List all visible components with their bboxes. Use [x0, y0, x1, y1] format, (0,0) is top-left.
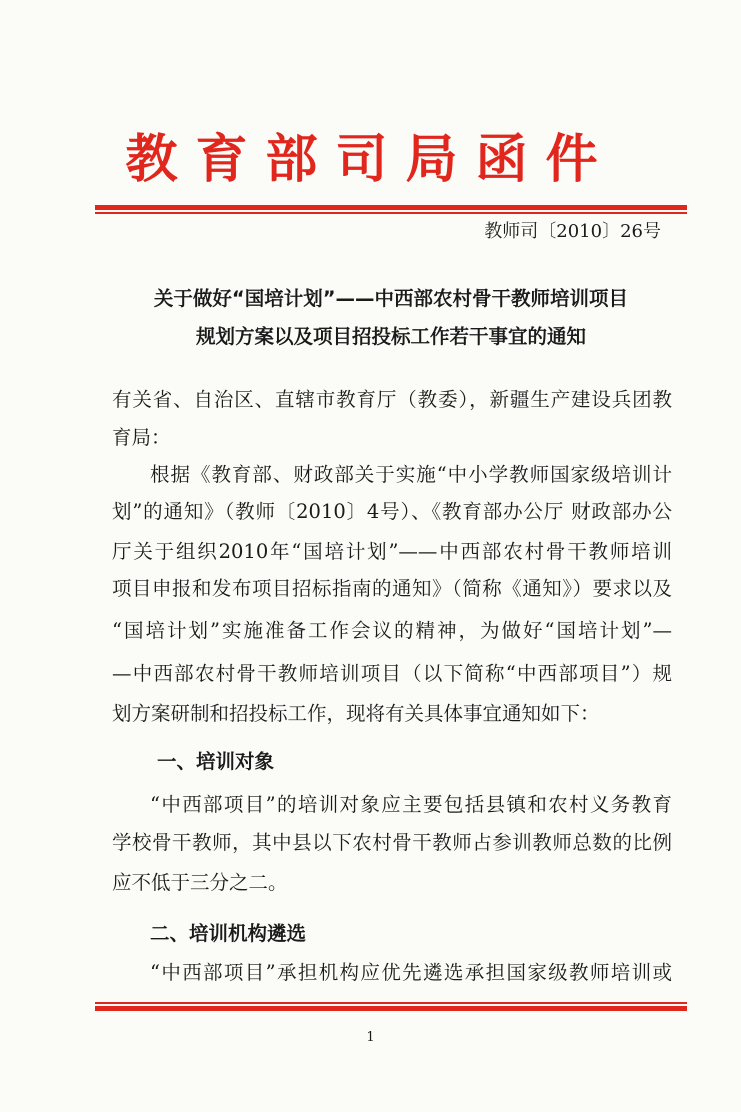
salutation-line-1: 有关省、自治区、直辖市教育厅（教委），新疆生产建设兵团教	[112, 388, 672, 411]
body-line: “国培计划”实施准备工作会议的精神，为做好“国培计划”—	[112, 619, 672, 642]
body-line: —中西部农村骨干教师培训项目（以下简称“中西部项目”）规	[112, 662, 672, 685]
body-line: 应不低于三分之二。	[112, 871, 288, 894]
body-line: 厅关于组织2010年“国培计划”——中西部农村骨干教师培训	[112, 540, 672, 563]
body-line: “中西部项目”承担机构应优先遴选承担国家级教师培训或	[150, 961, 672, 984]
bottom-red-rule-thick	[95, 1006, 687, 1011]
top-red-rule-thin	[95, 212, 687, 214]
salutation-line-2: 育局：	[112, 426, 171, 449]
section-heading-2: 二、培训机构遴选	[150, 922, 307, 945]
body-line: 根据《教育部、财政部关于实施“中小学教师国家级培训计	[150, 463, 672, 486]
document-title-line-1: 关于做好“国培计划”——中西部农村骨干教师培训项目	[153, 287, 629, 310]
body-line: “中西部项目”的培训对象应主要包括县镇和农村义务教育	[150, 793, 672, 816]
document-number: 教师司〔2010〕26号	[484, 221, 661, 242]
body-line: 划方案研制和招投标工作，现将有关具体事宜通知如下：	[112, 702, 600, 725]
top-red-rule-thick	[95, 205, 687, 210]
bottom-red-rule-thin	[95, 1002, 687, 1004]
body-line: 项目申报和发布项目招标指南的通知》（简称《通知》）要求以及	[112, 577, 672, 600]
body-line: 学校骨干教师，其中县以下农村骨干教师占参训教师总数的比例	[112, 831, 672, 854]
page-number: 1	[366, 1030, 375, 1045]
body-line: 划”的通知》（教师〔2010〕4号）、《教育部办公厅 财政部办公	[112, 500, 672, 523]
section-heading-1: 一、培训对象	[157, 750, 275, 773]
document-title-line-2: 规划方案以及项目招投标工作若干事宜的通知	[195, 325, 586, 348]
letterhead-title: 教育部司局函件	[125, 129, 616, 190]
